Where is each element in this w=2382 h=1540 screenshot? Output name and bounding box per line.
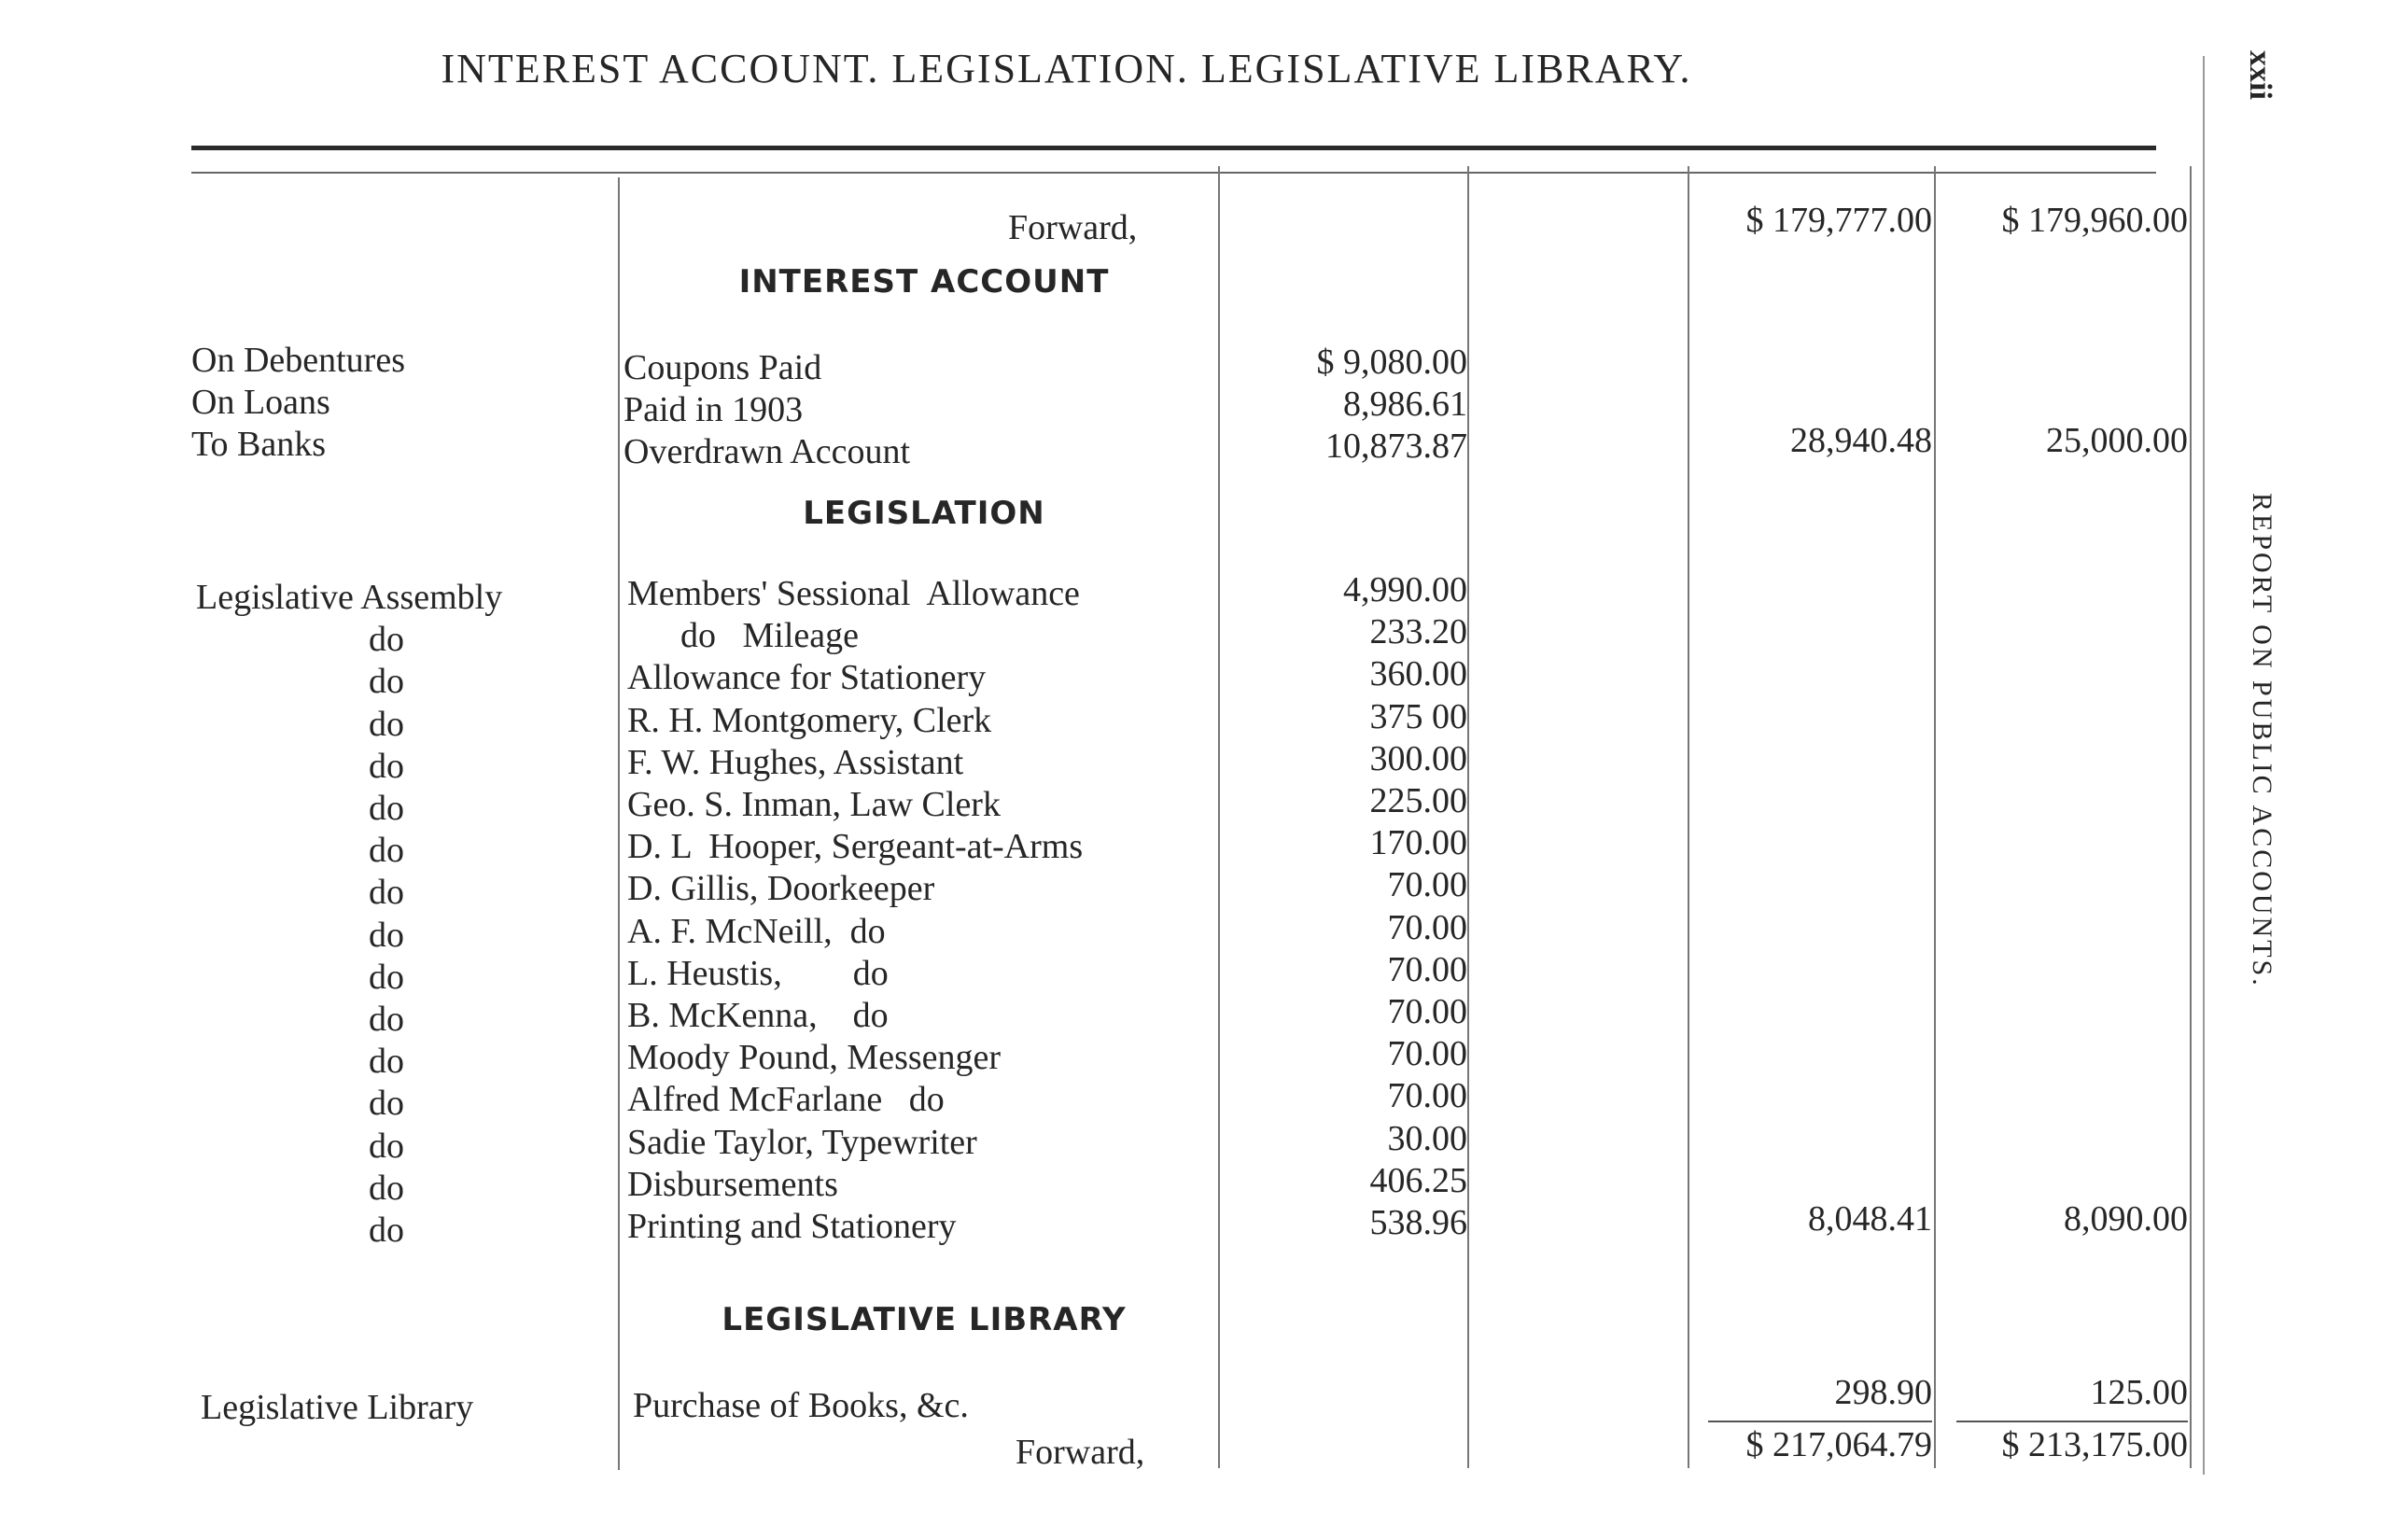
- legislation-ditto: do: [369, 789, 404, 828]
- interest-row-1-col2: Coupons Paid: [624, 348, 822, 387]
- interest-row-2-col1: On Loans: [191, 383, 330, 422]
- column-divider-2: [1218, 166, 1220, 1468]
- column-divider-6: [2190, 166, 2192, 1468]
- interest-row-2-col3: 8,986.61: [1343, 385, 1467, 424]
- legislation-row-amount: 406.25: [1369, 1161, 1467, 1200]
- total-rule-col4: [1708, 1421, 1932, 1422]
- interest-row-3-col2: Overdrawn Account: [624, 432, 911, 471]
- interest-row-3-col1: To Banks: [191, 425, 327, 464]
- legislation-ditto: do: [369, 662, 404, 701]
- legislation-row-amount: 225.00: [1369, 781, 1467, 820]
- column-divider-1: [618, 177, 620, 1470]
- legislation-row-amount: 70.00: [1387, 950, 1467, 989]
- legislation-row-amount: 30.00: [1387, 1119, 1467, 1158]
- legislation-row-item: R. H. Montgomery, Clerk: [627, 701, 992, 740]
- legislation-row-item: do Mileage: [627, 616, 860, 655]
- legislation-ditto: do: [369, 873, 404, 912]
- legislation-row-item: D. L Hooper, Sergeant-at-Arms: [627, 827, 1084, 866]
- forward-bottom-col4: $ 217,064.79: [1745, 1425, 1932, 1464]
- forward-top-label: Forward,: [1008, 208, 1138, 247]
- legislation-row-amount: 233.20: [1369, 612, 1467, 651]
- legislation-ditto: do: [369, 705, 404, 744]
- legislation-row-item: F. W. Hughes, Assistant: [627, 743, 964, 782]
- legislation-ditto: do: [369, 831, 404, 870]
- legislation-row-item: B. McKenna, do: [627, 996, 889, 1035]
- legislation-row-amount: 538.96: [1369, 1203, 1467, 1242]
- legislation-row-amount: 70.00: [1387, 992, 1467, 1031]
- forward-top-col4: $ 179,777.00: [1745, 201, 1932, 240]
- legislation-row-amount: 360.00: [1369, 654, 1467, 693]
- legislation-row-item: Printing and Stationery: [627, 1207, 957, 1246]
- legislation-ditto: do: [369, 1042, 404, 1081]
- legislation-ditto: do: [369, 958, 404, 997]
- legislation-row-amount: 70.00: [1387, 1034, 1467, 1073]
- legislation-ditto: do: [369, 1084, 404, 1123]
- legislation-row-amount: 170.00: [1369, 823, 1467, 862]
- legislation-row-item: A. F. McNeill, do: [627, 912, 886, 951]
- legislation-row-item: D. Gillis, Doorkeeper: [627, 869, 935, 908]
- forward-bottom-label: Forward,: [1016, 1433, 1145, 1472]
- legislation-row-amount: 375 00: [1369, 697, 1467, 736]
- legislation-ditto: do: [369, 747, 404, 786]
- legislation-row-item: Sadie Taylor, Typewriter: [627, 1123, 977, 1162]
- legislation-row-amount: 70.00: [1387, 1076, 1467, 1115]
- forward-top-col5: $ 179,960.00: [2001, 201, 2188, 240]
- library-heading: LEGISLATIVE LIBRARY: [722, 1301, 1127, 1338]
- page-edge-line: [2203, 56, 2205, 1475]
- legislation-ditto: do: [369, 1127, 404, 1166]
- interest-heading: INTEREST ACCOUNT: [738, 263, 1110, 301]
- legislation-row-amount: 4,990.00: [1343, 570, 1467, 609]
- legislation-row-item: Geo. S. Inman, Law Clerk: [627, 785, 1001, 824]
- page-number: xxii: [2243, 50, 2277, 100]
- interest-total-col4: 28,940.48: [1790, 421, 1932, 460]
- legislation-row-amount: 70.00: [1387, 908, 1467, 947]
- interest-row-1-col3: $ 9,080.00: [1316, 343, 1467, 382]
- legislation-ditto: do: [369, 1211, 404, 1250]
- legislation-row-item: L. Heustis, do: [627, 954, 889, 993]
- legislation-col1-first: Legislative Assembly: [196, 578, 503, 617]
- page-title: INTEREST ACCOUNT. LEGISLATION. LEGISLATIVE LIBRARY.: [441, 46, 1692, 91]
- library-col4: 298.90: [1834, 1373, 1932, 1412]
- interest-row-2-col2: Paid in 1903: [624, 390, 804, 429]
- legislation-ditto: do: [369, 916, 404, 955]
- legislation-row-amount: 70.00: [1387, 865, 1467, 904]
- legislation-row-item: Members' Sessional Allowance: [627, 574, 1080, 613]
- interest-row-1-col1: On Debentures: [191, 341, 405, 380]
- interest-total-col5: 25,000.00: [2046, 421, 2188, 460]
- legislation-row-item: Allowance for Stationery: [627, 658, 987, 697]
- forward-bottom-col5: $ 213,175.00: [2001, 1425, 2188, 1464]
- library-col1: Legislative Library: [201, 1388, 474, 1427]
- interest-row-3-col3: 10,873.87: [1325, 427, 1467, 466]
- library-col5: 125.00: [2090, 1373, 2188, 1412]
- legislation-total-col5: 8,090.00: [2064, 1199, 2188, 1239]
- header-rule-thin: [191, 172, 2156, 174]
- legislation-ditto: do: [369, 1000, 404, 1039]
- legislation-row-item: Disbursements: [627, 1165, 838, 1204]
- legislation-row-item: Moody Pound, Messenger: [627, 1038, 1002, 1077]
- column-divider-3: [1467, 166, 1469, 1468]
- legislation-row-amount: 300.00: [1369, 739, 1467, 778]
- legislation-heading: LEGISLATION: [803, 495, 1045, 532]
- column-divider-4: [1688, 166, 1689, 1468]
- side-label: REPORT ON PUBLIC ACCOUNTS.: [2247, 493, 2277, 988]
- legislation-ditto: do: [369, 1169, 404, 1208]
- total-rule-col5: [1956, 1421, 2188, 1422]
- header-rule-thick: [191, 146, 2156, 150]
- legislation-total-col4: 8,048.41: [1808, 1199, 1932, 1239]
- legislation-ditto: do: [369, 620, 404, 659]
- column-divider-5: [1934, 166, 1936, 1468]
- library-col2: Purchase of Books, &c.: [633, 1386, 969, 1425]
- legislation-row-item: Alfred McFarlane do: [627, 1080, 945, 1119]
